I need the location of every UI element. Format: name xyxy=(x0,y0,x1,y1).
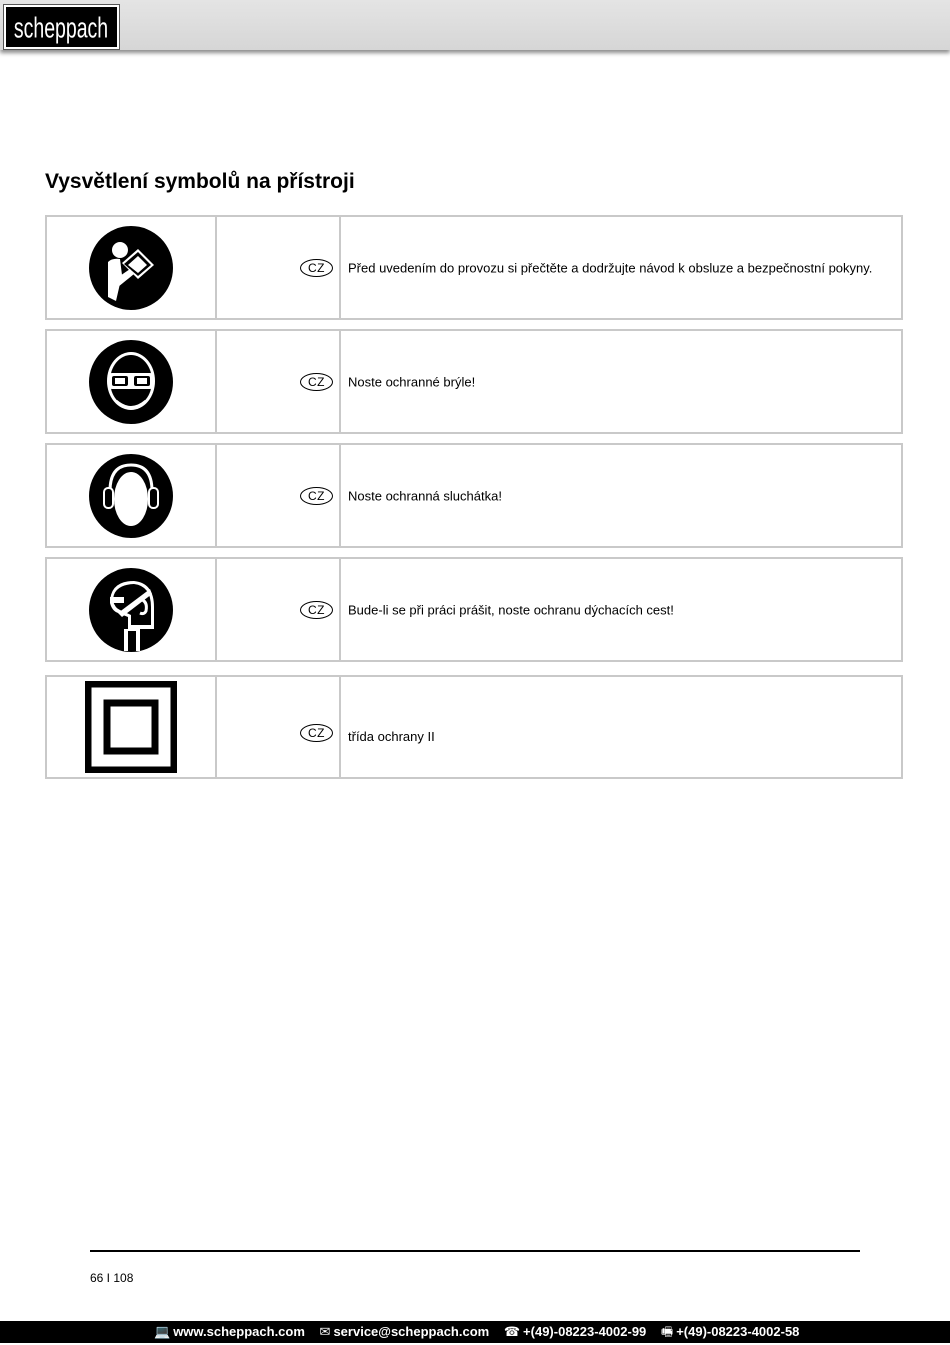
symbol-description: Bude-li se při práci prášit, noste ochranu dýchacích cest! xyxy=(348,602,674,617)
language-badge: CZ xyxy=(300,724,333,742)
symbol-row xyxy=(45,329,903,434)
read-manual-icon xyxy=(88,225,174,311)
page-number: 66 I 108 xyxy=(90,1271,134,1285)
email-link[interactable]: service@scheppach.com xyxy=(333,1324,490,1339)
page-title: Vysvětlení symbolů na přístroji xyxy=(45,170,355,193)
symbol-row xyxy=(45,443,903,548)
respirator-icon xyxy=(88,567,174,653)
website-link[interactable]: www.scheppach.com xyxy=(173,1324,305,1339)
language-badge: CZ xyxy=(300,373,333,391)
language-badge: CZ xyxy=(300,601,333,619)
phone-number: +(49)-08223-4002-99 xyxy=(523,1324,647,1339)
symbol-description: Noste ochranná sluchátka! xyxy=(348,488,502,503)
symbol-row xyxy=(45,215,903,320)
contact-bar xyxy=(0,1321,950,1343)
protection-class-ii-icon xyxy=(85,681,177,773)
symbol-description: třída ochrany II xyxy=(348,729,435,744)
language-badge: CZ xyxy=(300,259,333,277)
phone-icon: ☎ xyxy=(503,1324,521,1339)
footer-rule xyxy=(90,1250,860,1252)
fax-number: +(49)-08223-4002-58 xyxy=(676,1324,800,1339)
symbol-row xyxy=(45,557,903,662)
header-bar xyxy=(0,0,950,50)
computer-icon: 💻 xyxy=(154,1324,171,1339)
safety-goggles-icon xyxy=(88,339,174,425)
language-badge: CZ xyxy=(300,487,333,505)
ear-protection-icon xyxy=(88,453,174,539)
symbol-description: Noste ochranné brýle! xyxy=(348,374,476,389)
mail-icon: ✉ xyxy=(319,1324,331,1339)
scheppach-logo xyxy=(4,5,119,49)
logo-text: scheppach xyxy=(13,12,109,45)
symbol-description: Před uvedením do provozu si přečtěte a dodržujte návod k obsluze a bezpečnostní pokyny. xyxy=(348,260,873,275)
symbol-row xyxy=(45,675,903,779)
fax-icon: 🖷 xyxy=(660,1324,674,1339)
